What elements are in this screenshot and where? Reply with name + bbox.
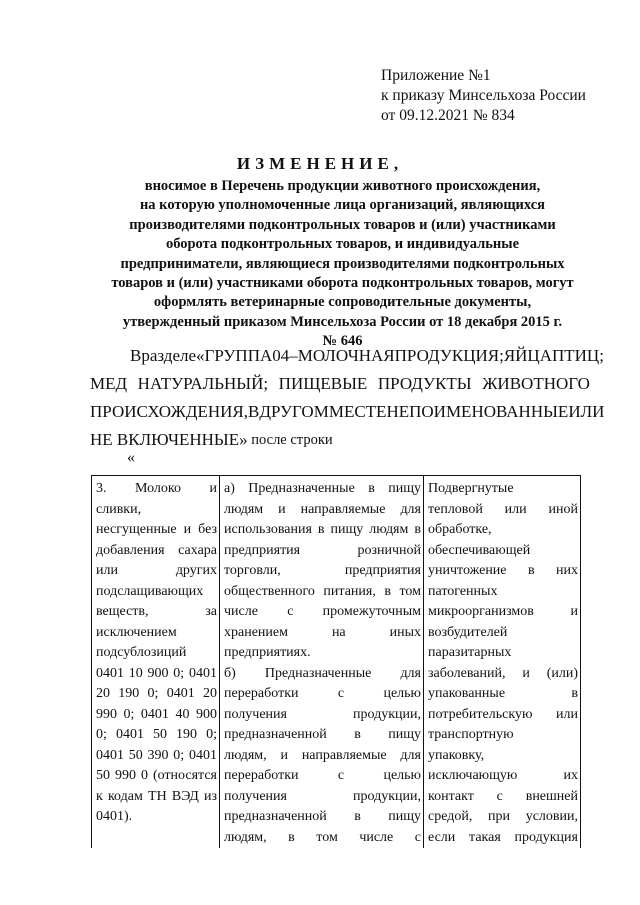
cell-line — [428, 602, 578, 623]
cell-word: 50 — [128, 747, 143, 763]
cell-line — [224, 479, 421, 500]
cell-word: паразитарных — [428, 645, 512, 660]
paragraph-line-1 — [90, 342, 604, 370]
cell-word: 10 — [128, 665, 143, 681]
cell-word: (относятся — [152, 768, 217, 783]
cell-word: числе — [359, 829, 394, 845]
subtitle-line: производителями подконтрольных товаров и (или) участниками — [129, 216, 556, 233]
cell-word: питания, — [323, 583, 376, 599]
cell-word: предприятия — [344, 563, 421, 578]
cell-word: микроорганизмов — [428, 604, 534, 619]
cell-word: направляемые — [300, 501, 386, 517]
cell-line — [428, 664, 578, 685]
cell-line — [428, 705, 578, 726]
cell-line — [224, 664, 421, 685]
cell-word: иных — [389, 624, 421, 640]
cell-line — [428, 561, 578, 582]
cell-word: продукции, — [353, 788, 421, 804]
cell-word: при — [488, 809, 511, 824]
cell-word: с — [337, 768, 345, 783]
cell-line — [428, 746, 578, 767]
paragraph-word: МОЛОЧНАЯ — [297, 346, 395, 365]
paragraph-word: ПТИЦ; — [551, 346, 604, 365]
paragraph-word: В — [248, 402, 260, 421]
cell-word: подслащивающих — [96, 583, 204, 599]
paragraph-word: ДРУГОМ — [259, 402, 329, 421]
cell-word: с — [414, 829, 421, 845]
cell-line — [96, 643, 217, 664]
cell-word: или — [556, 706, 578, 722]
cell-line — [428, 500, 578, 521]
cell-word: 0 — [140, 768, 148, 783]
cell-word: 40 — [175, 706, 190, 722]
opening-quote: « — [127, 449, 135, 466]
cell-line — [224, 705, 421, 726]
cell-word: Подвергнутые — [428, 481, 514, 496]
paragraph-word: НЕ — [386, 402, 410, 421]
cell-line — [224, 500, 421, 521]
cell-word: в — [571, 686, 578, 701]
cell-word: переработки — [224, 686, 299, 701]
subtitle-line: оборота подконтрольных товаров, и индивидуальные — [165, 236, 520, 253]
paragraph-word: «ГРУППА — [196, 346, 273, 365]
cell-word: предприятия — [224, 542, 301, 558]
paragraph-word: ИЛИ — [568, 402, 605, 421]
cell-word: 50 — [96, 768, 110, 783]
cell-word: пищу — [388, 809, 421, 824]
cell-word: людям — [369, 522, 409, 537]
cell-word: такая — [469, 829, 501, 845]
cell-line — [96, 664, 217, 685]
paragraph-word: ПРОДУКЦИЯ; — [394, 346, 504, 365]
cell-word: 0; — [173, 747, 185, 763]
cell-word: 190 — [118, 686, 140, 701]
cell-line — [428, 520, 578, 541]
paragraph-word: 04 — [272, 346, 290, 365]
cell-word: предназначенной — [224, 809, 327, 824]
cell-word: 190 — [176, 727, 198, 742]
cell-word: пищу — [388, 481, 421, 496]
cell-word: целью — [383, 686, 421, 701]
cell-word: средой, — [428, 809, 473, 824]
cell-word: 0401 — [140, 706, 169, 722]
cell-word: продукции, — [353, 706, 421, 722]
cell-word: из — [203, 788, 217, 804]
cell-word: розничной — [357, 542, 421, 558]
cell-line — [224, 541, 421, 562]
cell-line — [224, 787, 421, 808]
cell-line — [428, 807, 578, 828]
cell-word: целью — [383, 768, 421, 783]
cell-word: 900 — [147, 665, 169, 681]
cell-line — [96, 561, 217, 582]
cell-line — [96, 623, 217, 644]
paragraph-line-2 — [90, 370, 590, 398]
cell-word: с — [287, 604, 294, 619]
cell-word: в — [317, 522, 325, 537]
cell-line — [224, 807, 421, 828]
paragraph-word: ПРОДУКТЫ — [377, 374, 472, 393]
appendix-header — [381, 66, 586, 126]
cell-line — [428, 623, 578, 644]
cell-word: и — [522, 665, 530, 681]
cell-word: 990 — [114, 768, 136, 783]
cell-word: ТН — [148, 788, 167, 804]
cell-line — [224, 582, 421, 603]
cell-word: 0401 — [188, 747, 217, 763]
cell-word: переработки — [224, 768, 299, 783]
cell-line — [96, 500, 217, 521]
cell-line — [428, 725, 578, 746]
cell-word: патогенных — [428, 583, 498, 599]
cell-word: пищу — [388, 727, 421, 742]
table-row — [92, 476, 581, 849]
paragraph-word: ЖИВОТНОГО — [482, 374, 590, 393]
cell-word: 0; — [123, 706, 135, 722]
paragraph-word: МЕСТЕ — [328, 402, 387, 421]
cell-word: в — [354, 809, 361, 824]
cell-line — [96, 684, 217, 705]
cell-word: обеспечивающей — [428, 542, 531, 558]
cell-line — [96, 787, 217, 808]
cell-line — [224, 684, 421, 705]
appendix-order-ref: к приказу Минсельхоза России — [381, 87, 586, 104]
cell-line — [96, 520, 217, 541]
cell-word: для — [400, 665, 421, 681]
cell-line — [96, 582, 217, 603]
paragraph-line-4 — [90, 426, 590, 454]
cell-line — [96, 766, 217, 787]
cell-line — [428, 541, 578, 562]
cell-word: числе — [224, 604, 258, 619]
cell-word: 390 — [147, 747, 169, 763]
cell-word: общественного — [224, 583, 315, 599]
cell-word: использования — [224, 522, 312, 537]
cell-word: уничтожение — [428, 563, 507, 578]
cell-word: том — [316, 829, 338, 845]
paragraph-word: НАТУРАЛЬНЫЙ; — [137, 374, 269, 393]
cell-word: кодам — [107, 788, 143, 804]
cell-word: них — [556, 563, 578, 578]
cell-word: предприятиях. — [224, 645, 311, 660]
cell-word: или — [504, 501, 527, 517]
subtitle-line: предприниматели, являющиеся производителями подконтрольных — [120, 255, 565, 272]
cell-word: людям, — [224, 829, 267, 845]
cell-word: обработке, — [428, 522, 492, 537]
cell-word: в — [288, 829, 295, 845]
paragraph-word: ПРОИСХОЖДЕНИЯ, — [90, 402, 249, 421]
cell-word: торговли, — [224, 563, 281, 578]
cell-word: 0401 — [188, 665, 217, 681]
paragraph-word: ПИЩЕВЫЕ — [278, 374, 368, 393]
cell-word: 0; — [147, 686, 159, 701]
cell-word: если — [428, 829, 456, 845]
cell-word: их — [563, 768, 578, 783]
cell-word: получения — [224, 706, 287, 722]
cell-line — [224, 725, 421, 746]
appendix-date-number: от 09.12.2021 № 834 — [381, 107, 515, 124]
cell-word: упакованные — [428, 686, 506, 701]
cell-word: и — [209, 481, 217, 496]
cell-word: без — [198, 522, 217, 537]
cell-word: людям — [224, 501, 264, 517]
paragraph-word: В — [130, 346, 142, 365]
cell-word: 20 — [96, 686, 110, 701]
cell-word: несгущенные — [96, 522, 177, 537]
paragraph-line-4-rest: после строки — [247, 432, 333, 448]
cell-word: продукция — [514, 829, 578, 845]
cell-word: 0; — [173, 665, 185, 681]
cell-word: людям, — [224, 747, 267, 763]
cell-word: 0401 — [115, 727, 144, 742]
cell-line — [224, 520, 421, 541]
cell-word: сливки, — [96, 501, 142, 517]
cell-word: промежуточным — [322, 604, 421, 619]
cell-word: других — [175, 563, 217, 578]
cell-line — [428, 479, 578, 500]
cell-line — [96, 807, 217, 828]
cell-word: контакт — [428, 788, 474, 804]
cell-word: за — [205, 604, 217, 619]
cell-line — [428, 684, 578, 705]
cell-word: 0401 — [96, 665, 124, 681]
paragraph-word: ПОИМЕНОВАННЫЕ — [409, 402, 569, 421]
cell-word: 50 — [152, 727, 167, 742]
cell-line — [96, 602, 217, 623]
cell-word: получения — [224, 788, 287, 804]
cell-word: хранением — [224, 624, 288, 640]
cell-word: 900 — [195, 706, 217, 722]
subtitle-line: № 646 — [322, 333, 363, 350]
cell-line — [96, 541, 217, 562]
cell-word: внешней — [525, 788, 578, 804]
cell-word: возбудителей — [428, 624, 508, 640]
cell-word: с — [496, 788, 503, 804]
subtitle-line: утвержденный приказом Минсельхоза России от 18 декабря 2015 г. — [122, 313, 563, 330]
cell-word: заболеваний, — [428, 665, 506, 681]
paragraph-word: МЕД — [90, 374, 128, 393]
cell-word: в — [368, 481, 375, 496]
paragraph-word: ЯЙЦА — [503, 346, 552, 365]
cell-word: для — [400, 747, 421, 763]
cell-line — [96, 746, 217, 767]
cell-line — [428, 766, 578, 787]
cell-word: на — [331, 624, 346, 640]
cell-word: подсублозиций — [96, 645, 187, 660]
cell-word: 0401). — [96, 809, 133, 824]
cell-word: (или) — [546, 665, 578, 681]
cell-word: 3. — [96, 481, 107, 496]
cell-word: 0; — [96, 727, 107, 742]
cell-word: добавления — [96, 542, 165, 558]
appendix-title: Приложение №1 — [381, 67, 491, 84]
product-name-cell — [92, 476, 220, 849]
cell-line — [96, 725, 217, 746]
cell-word: б) — [224, 665, 236, 681]
paragraph-line-3 — [90, 398, 605, 426]
cell-word: Молоко — [135, 481, 181, 496]
cell-word: с — [337, 686, 345, 701]
cell-word: Предназначенные — [264, 665, 372, 681]
product-purpose-cell — [220, 476, 424, 849]
cell-word: условии, — [525, 809, 578, 824]
cell-word: а) — [224, 481, 235, 496]
cell-word: и — [280, 747, 288, 763]
body-paragraph — [90, 342, 605, 454]
cell-word: транспортную — [428, 727, 514, 742]
cell-line — [224, 828, 421, 849]
cell-word: исключением — [96, 624, 177, 640]
cell-word: иной — [548, 501, 578, 517]
document-subtitle — [80, 177, 605, 352]
cell-word: упаковку, — [428, 747, 485, 763]
cell-line — [428, 828, 578, 849]
cell-word: или — [96, 563, 118, 578]
cell-line — [224, 561, 421, 582]
subtitle-line: товаров и (или) участниками оборота подконтрольных товаров, могут — [111, 275, 574, 292]
cell-line — [224, 746, 421, 767]
cell-word: тепловой — [428, 501, 483, 517]
subtitle-line: на которую уполномоченные лица организаций, являющихся — [139, 197, 546, 214]
cell-line — [428, 582, 578, 603]
cell-word: 0401 — [96, 747, 124, 763]
paragraph-line-4-caps: НЕ ВКЛЮЧЕННЫЕ» — [90, 430, 248, 449]
cell-line — [224, 766, 421, 787]
cell-line — [96, 705, 217, 726]
cell-word: 0; — [206, 727, 217, 742]
cell-word: в — [354, 727, 361, 742]
cell-line — [96, 479, 217, 500]
document-title: ИЗМЕНЕНИЕ, — [236, 154, 404, 173]
cell-word: том — [399, 583, 421, 599]
product-condition-cell — [424, 476, 581, 849]
cell-word: и — [278, 501, 286, 517]
subtitle-line: вносимое в Перечень продукции животного происхождения, — [144, 178, 541, 194]
cell-word: и — [183, 522, 192, 537]
cell-line — [224, 602, 421, 623]
cell-line — [224, 643, 421, 664]
cell-line — [428, 643, 578, 664]
cell-word: исключающую — [428, 768, 518, 783]
cell-word: потребительскую — [428, 706, 533, 722]
cell-word: предназначенной — [224, 727, 327, 742]
cell-line — [428, 787, 578, 808]
paragraph-word: – — [289, 346, 298, 365]
cell-line — [224, 623, 421, 644]
paragraph-word: разделе — [141, 346, 197, 365]
cell-word: сахара — [178, 542, 217, 558]
cell-word: к — [96, 788, 103, 804]
cell-word: веществ, — [96, 604, 149, 619]
cell-word: ВЭД — [171, 788, 199, 804]
cell-word: 20 — [202, 686, 217, 701]
cell-word: для — [400, 501, 421, 517]
cell-word: направляемые — [301, 747, 387, 763]
cell-word: в — [414, 522, 421, 537]
cell-word: в — [384, 583, 391, 599]
cell-word: Предназначенные — [248, 481, 355, 496]
cell-word: 0401 — [166, 686, 195, 701]
cell-word: пищу — [330, 522, 364, 537]
cell-word: 990 — [96, 706, 117, 722]
subtitle-line: оформлять ветеринарные сопроводительные документы, — [153, 294, 532, 311]
product-table — [91, 475, 581, 848]
cell-word: и — [570, 604, 578, 619]
cell-word: в — [527, 563, 535, 578]
